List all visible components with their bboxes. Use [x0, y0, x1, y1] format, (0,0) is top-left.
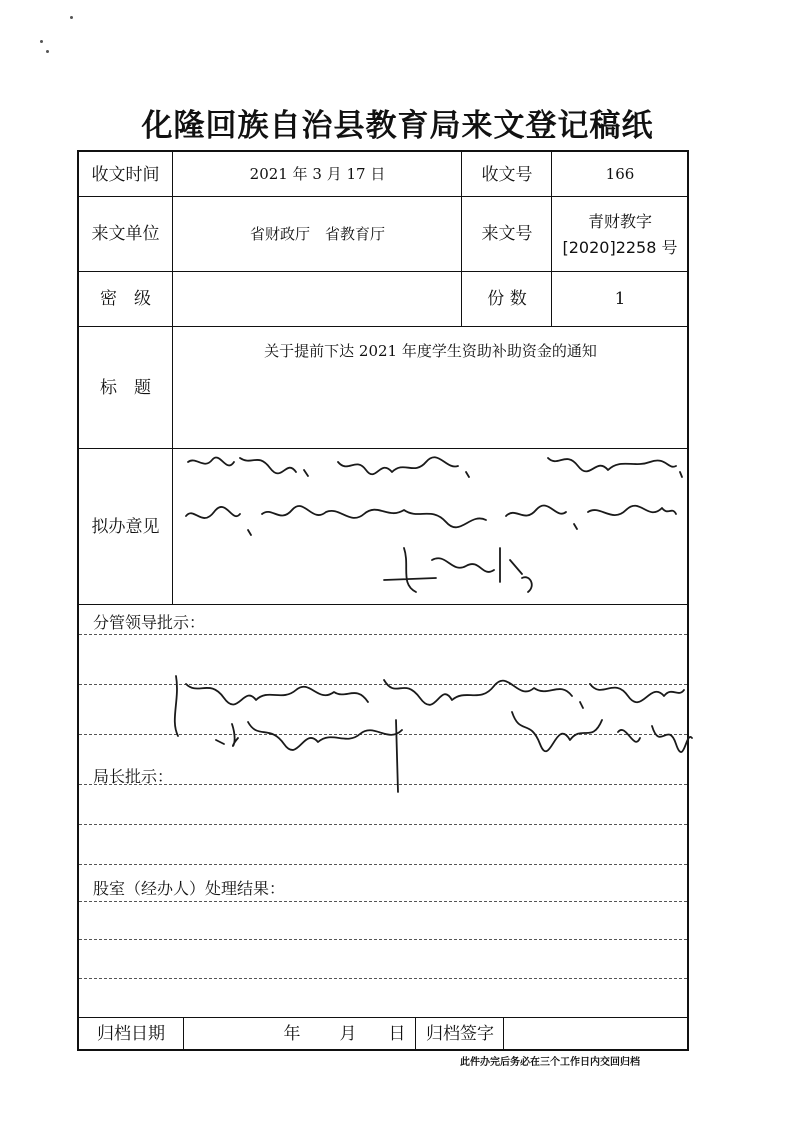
handwriting-stroke	[216, 720, 402, 792]
received-number-label: 收文号	[481, 164, 533, 185]
handwriting-stroke	[590, 684, 684, 702]
handwriting-stroke	[175, 676, 368, 736]
handwriting-stroke	[384, 680, 583, 708]
handwriting-stroke	[188, 457, 308, 476]
secrecy-level-label: 密 级	[100, 289, 151, 310]
subject-label: 标 题	[100, 377, 151, 398]
handwriting-stroke	[338, 457, 469, 477]
sender-label: 来文单位	[91, 224, 160, 245]
received-time-label: 收文时间	[91, 164, 160, 185]
proposed-handling-label: 拟办意见	[91, 516, 160, 537]
office-result-label: 股室（经办人）处理结果：	[93, 879, 286, 898]
footer-note: 此件办完后务必在三个工作日内交回归档	[460, 1057, 640, 1068]
director-instruction-label: 局长批示：	[93, 767, 174, 786]
leader-instruction-label: 分管领导批示：	[93, 613, 206, 632]
sender-value: 省财政厅 省教育厅	[249, 224, 385, 243]
received-number-value: 166	[605, 165, 635, 184]
archive-signature-label: 归档签字	[426, 1023, 494, 1044]
document-number-line1: 青财教字	[587, 211, 652, 231]
archive-day-label: 日	[388, 1023, 406, 1044]
document-title: 化隆回族自治县教育局来文登记稿纸	[141, 108, 654, 144]
handwriting-stroke	[262, 506, 486, 527]
subject-value: 关于提前下达 2021 年度学生资助补助资金的通知	[264, 342, 597, 361]
received-time-value: 2021 年 3 月 17 日	[249, 165, 386, 184]
copies-label: 份 数	[487, 289, 527, 310]
archive-month-label: 月	[339, 1023, 357, 1044]
handwriting-stroke	[506, 506, 577, 529]
handwriting-stroke	[588, 506, 676, 515]
handwriting-stroke	[548, 458, 682, 477]
handwriting-stroke	[384, 548, 532, 592]
archive-date-label: 归档日期	[97, 1023, 165, 1044]
copies-value: 1	[614, 289, 626, 310]
document-number-label: 来文号	[481, 224, 533, 245]
handwriting-stroke	[512, 712, 692, 752]
handwriting-stroke	[186, 507, 251, 535]
archive-year-label: 年	[283, 1023, 301, 1044]
document-number-line2: [2020]2258 号	[562, 237, 678, 257]
